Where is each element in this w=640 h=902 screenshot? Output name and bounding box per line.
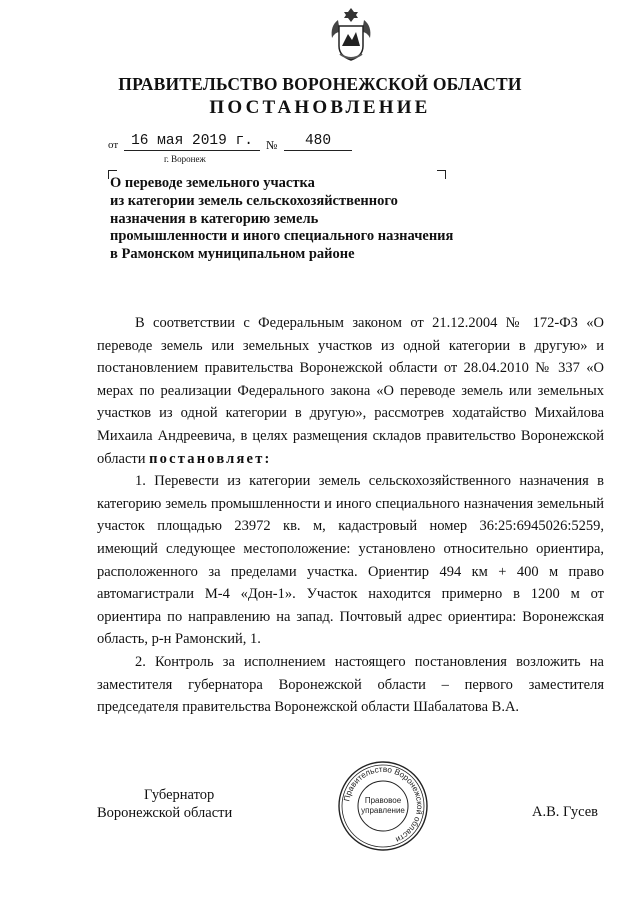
intro-text: В соответствии с Федеральным законом от 21.12.2004 № 172-ФЗ «О переводе земель или земельных участков из одной категории в другую» и постановлением правительства Воронежской области от 28.04.2010 № 337 «О мерах по реализации Федерального закона «О переводе земель или земельных участков из одной категории в другую», рассмотрев ходатайство Михайлова Михаила Андреевича, в целях размещения складов правительство Воронежской области	[97, 315, 604, 467]
signatory-name: А.В. Гусев	[532, 804, 598, 820]
subject-line: назначения в категорию земель	[110, 210, 319, 227]
document-type: ПОСТАНОВЛЕНИЕ	[209, 97, 431, 118]
stamp-ring-text: Правительство Воронежской области	[342, 764, 425, 845]
subject-line: О переводе земельного участка	[110, 175, 315, 191]
government-name: ПРАВИТЕЛЬСТВО ВОРОНЕЖСКОЙ ОБЛАСТИ	[118, 74, 522, 94]
subject-line: в Рамонском муниципальном районе	[110, 246, 355, 263]
intro-paragraph	[97, 312, 604, 470]
document-subject	[110, 175, 530, 264]
resolution-word: постановляет:	[149, 450, 272, 467]
signatory-region: Воронежской области	[97, 805, 233, 821]
number-label: №	[266, 138, 278, 152]
subject-line: из категории земель сельскохозяйственного	[110, 192, 398, 209]
coat-of-arms-icon	[328, 6, 374, 64]
stamp-center-line: управление	[361, 806, 405, 815]
item-2: 2. Контроль за исполнением настоящего постановления возложить на заместителя губернатора Воронежской области – первого заместителя председателя правительства Воронежской области Шабалатова В.А.	[97, 653, 604, 716]
stamp-center-line: Правовое	[364, 796, 402, 805]
signature-block	[97, 786, 232, 822]
document-number: 480	[284, 133, 352, 151]
document-date: 16 мая 2019 г.	[124, 133, 260, 151]
date-label: от	[108, 139, 119, 151]
signatory-title: Губернатор	[144, 787, 215, 803]
city: г. Воронеж	[164, 154, 206, 164]
item-1: 1. Перевести из категории земель сельскохозяйственного назначения в категорию земель промышленности и иного специального назначения земельный участок площадью 23972 кв. м, кадастровый номер 36:25:6945026:5259, имеющий следующее местоположение: установлено относительно ориентира, расположенного за пределами участка. Ориентир 494 км + 400 м право автомагистрали М-4 «Дон-1». Участок находится примерно в 1200 м от ориентира по направлению на запад. Почтовый адрес ориентира: Воронежская область, р-н Рамонский, 1.	[97, 473, 604, 648]
document-body	[97, 312, 604, 719]
official-stamp	[337, 760, 429, 852]
subject-line: промышленности и иного специального назначения	[110, 228, 454, 245]
